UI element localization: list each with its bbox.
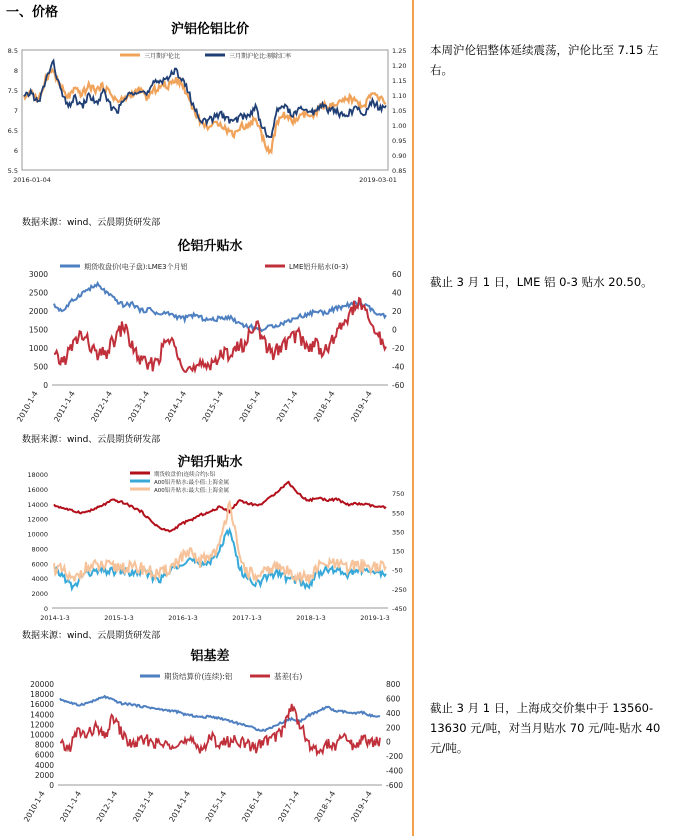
x-tick-label: 2015-1-4 [200,389,226,424]
legend-label: A00铝升贴水:最小值:上海金属 [154,480,229,486]
y-tick-label-left: 4000 [34,760,54,770]
y-tick-label-left: 6000 [31,560,48,569]
y-tick-label-right: -50 [392,566,403,575]
y-tick-label-left: 500 [33,362,48,372]
y-tick-label-right: -250 [392,585,407,594]
series-line [54,283,386,331]
y-tick-label-right: 550 [392,509,405,518]
y-tick-label-right: 800 [386,680,401,689]
y-tick-label-right: 0 [386,737,391,747]
x-tick-label: 2017-1-4 [276,789,302,824]
y-tick-label-right: -20 [392,344,405,353]
y-tick-label-right: 0 [392,325,397,335]
y-tick-label-left: 10000 [30,730,54,740]
x-tick-label: 2018-1-3 [296,614,326,622]
y-tick-label-right: 1.10 [392,92,407,100]
plot-area [15,262,405,423]
y-tick-label-left: 6000 [34,750,54,760]
y-tick-label-left: 16000 [27,485,48,494]
y-tick-label-left: 0 [43,605,48,613]
y-tick-label-left: 18000 [27,471,48,479]
y-tick-label-right: -600 [386,781,404,790]
y-tick-label-left: 8 [13,67,18,75]
x-tick-label: 2019-1-4 [348,789,374,824]
source-note: 数据来源：wind、云晨期货研发部 [22,435,161,445]
y-tick-label-right: -60 [392,381,405,390]
legend-label: 期货结算价(连续):铝 [164,672,233,681]
y-tick-label-left: 1000 [28,344,48,353]
y-tick-label-right: 20 [392,307,402,316]
y-tick-label-left: 6 [13,147,18,155]
chart-title-basis: 铝基差 [190,649,230,664]
x-tick-label: 2016-1-4 [239,789,265,824]
x-tick-label: 2015-1-4 [203,789,229,824]
x-tick-label: 2011-1-4 [58,789,84,824]
comment-ratio: 本周沪伦铝整体延续震荡，沪伦比至 7.15 左右。 [430,43,659,77]
y-tick-label-left: 7 [13,107,18,115]
x-tick-label: 2019-1-4 [348,389,374,424]
x-tick-label: 2016-1-3 [168,614,198,622]
y-tick-label-left: 14000 [27,500,48,509]
y-tick-label-right: -40 [392,362,405,372]
x-tick-label: 2019-1-3 [360,614,390,622]
y-tick-label-right: -450 [392,605,407,613]
y-tick-label-right: 0.95 [392,137,407,145]
x-tick-label: 2014-1-4 [167,789,193,824]
source-note: 数据来源：wind、云晨期货研发部 [22,631,161,641]
legend-label: 三月期沪伦比 [144,53,181,60]
y-tick-label-right: 600 [386,694,401,704]
y-tick-label-left: 2000 [28,307,48,316]
y-tick-label-right: -200 [386,752,404,762]
y-tick-label-right: 1.05 [392,107,407,115]
y-tick-label-left: 14000 [30,710,54,720]
y-tick-label-right: 1.25 [392,47,407,55]
y-tick-label-left: 0 [43,381,48,390]
x-tick-label: 2018-1-4 [312,789,338,824]
y-tick-label-left: 1500 [28,325,48,335]
x-tick-label: 2018-1-4 [311,389,337,424]
legend-label: 三月期沪伦比:剔除汇率 [229,53,292,60]
section-title: 一、价格 [6,5,59,20]
source-note: 数据来源：wind、云晨期货研发部 [22,218,161,228]
y-tick-label-left: 8000 [31,545,48,554]
comment-lme: 截止 3 月 1 日，LME 铝 0-3 贴水 20.50。 [430,275,653,289]
series-line [60,704,380,754]
chart-title-lme: 伦铝升贴水 [177,239,243,254]
y-tick-label-left: 2500 [28,288,48,298]
y-tick-label-left: 5.5 [7,167,18,175]
y-tick-label-right: 60 [392,270,402,279]
y-tick-label-left: 3000 [28,270,48,279]
chart-title-ratio: 沪铝伦铝比价 [170,22,249,37]
plot-area [27,470,406,622]
x-tick-label: 2010-1-4 [21,789,47,824]
y-tick-label-left: 2000 [34,770,54,780]
y-tick-label-left: 6.5 [7,127,18,135]
y-tick-label-left: 8.5 [7,47,18,55]
y-tick-label-right: 350 [392,528,405,537]
y-tick-label-left: 16000 [30,700,54,710]
x-tick-label: 2017-1-3 [232,614,262,622]
legend-label: 基差(右) [274,672,303,681]
x-tick-label: 2012-1-4 [94,789,120,824]
column-divider [412,0,414,836]
x-tick-label: 2013-1-4 [130,789,156,824]
x-tick-label: 2016-1-4 [237,389,263,424]
y-tick-label-right: 0.90 [392,152,407,160]
y-tick-label-left: 4000 [31,575,48,584]
y-tick-label-left: 10000 [27,530,48,539]
comment-basis: 截止 3 月 1 日，上海成交价集中于 13560-13630 元/吨，对当月贴水 70 元/吨-贴水 40 元/吨。 [430,701,661,755]
x-tick-label: 2013-1-4 [126,389,152,424]
x-tick-label: 2011-1-4 [52,389,77,424]
y-tick-label-left: 2000 [31,590,48,599]
legend-label: LME铝升贴水(0-3) [289,263,349,271]
x-tick-label: 2010-1-4 [14,389,40,424]
y-tick-label-left: 12000 [27,515,48,524]
legend-label: 期货收盘价(连续合约):铝 [154,472,216,478]
legend-label: 期货收盘价(电子盘):LME3个月铝 [84,263,188,271]
y-tick-label-left: 8000 [34,740,54,750]
y-tick-label-left: 7.5 [7,87,18,95]
x-tick-label: 2014-1-3 [40,614,70,622]
y-tick-label-right: 0.85 [392,167,407,175]
x-tick-label: 2016-01-04 [13,176,51,184]
legend-label: A00铝升贴水:最大值:上海金属 [154,488,229,494]
x-tick-label: 2012-1-4 [89,389,114,424]
y-tick-label-left: 18000 [30,690,54,700]
plot-area [22,671,403,823]
x-tick-label: 2017-1-4 [274,389,300,424]
y-tick-label-left: 20000 [30,680,54,689]
y-tick-label-right: 200 [386,723,401,733]
y-tick-label-right: 1.20 [392,62,407,70]
y-tick-label-right: 750 [392,490,405,499]
x-tick-label: 2014-1-4 [163,389,189,424]
y-tick-label-right: 400 [386,708,401,718]
y-tick-label-right: 40 [392,288,402,298]
series-line [60,696,380,731]
chart-title-shfe: 沪铝升贴水 [177,455,243,470]
y-tick-label-right: 1.00 [392,122,407,130]
y-tick-label-right: -400 [386,766,404,776]
y-tick-label-left: 0 [49,781,54,790]
y-tick-label-left: 12000 [30,720,54,730]
y-tick-label-right: 150 [392,547,405,556]
x-tick-label: 2019-03-01 [359,176,397,184]
x-tick-label: 2015-1-3 [104,614,134,622]
y-tick-label-right: 1.15 [392,77,407,85]
